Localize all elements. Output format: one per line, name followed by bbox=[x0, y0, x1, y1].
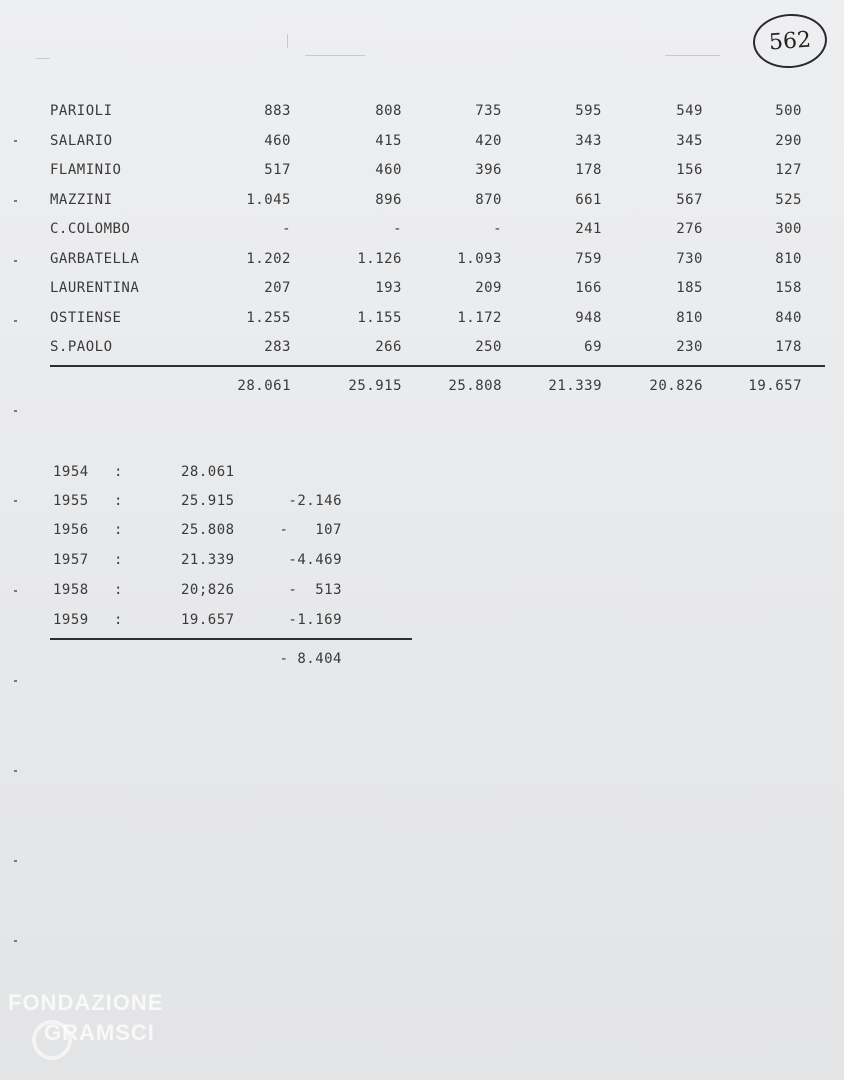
value-cell: 266 bbox=[375, 339, 402, 355]
total-cell: 25.915 bbox=[348, 378, 402, 394]
value-cell: 1.172 bbox=[457, 310, 502, 326]
value-cell: 460 bbox=[264, 133, 291, 149]
year: 1956 bbox=[53, 522, 89, 538]
table-row bbox=[0, 310, 844, 332]
top-faint-mark-right bbox=[665, 55, 720, 56]
value-cell: 283 bbox=[264, 339, 291, 355]
value-cell: 517 bbox=[264, 162, 291, 178]
value-cell: 810 bbox=[676, 310, 703, 326]
value-cell: 241 bbox=[575, 221, 602, 237]
value-cell: 127 bbox=[775, 162, 802, 178]
summary-total-row bbox=[0, 651, 844, 673]
value-cell: 396 bbox=[475, 162, 502, 178]
value-cell: 567 bbox=[676, 192, 703, 208]
year-value: 20;826 bbox=[181, 582, 235, 598]
district-name: LAURENTINA bbox=[50, 280, 140, 296]
summary-row bbox=[0, 464, 844, 486]
value-cell: 525 bbox=[775, 192, 802, 208]
value-cell: 156 bbox=[676, 162, 703, 178]
margin-dot bbox=[14, 860, 17, 862]
margin-dot bbox=[14, 940, 17, 942]
year-diff: - 513 bbox=[288, 582, 342, 598]
value-cell: 1.126 bbox=[357, 251, 402, 267]
summary-total-rule bbox=[50, 638, 412, 640]
year-diff: -1.169 bbox=[288, 612, 342, 628]
district-name: PARIOLI bbox=[50, 103, 113, 119]
table-row bbox=[0, 192, 844, 214]
page-number-stamp bbox=[751, 11, 829, 70]
value-cell: 178 bbox=[575, 162, 602, 178]
value-cell: - bbox=[282, 221, 291, 237]
value-cell: 250 bbox=[475, 339, 502, 355]
svg-text:FONDAZIONE: FONDAZIONE bbox=[8, 990, 164, 1015]
value-cell: 345 bbox=[676, 133, 703, 149]
value-cell: 158 bbox=[775, 280, 802, 296]
year-value: 19.657 bbox=[181, 612, 235, 628]
district-name: S.PAOLO bbox=[50, 339, 113, 355]
separator: : bbox=[114, 493, 123, 509]
year-diff: -2.146 bbox=[288, 493, 342, 509]
separator: : bbox=[114, 464, 123, 480]
value-cell: 415 bbox=[375, 133, 402, 149]
total-cell: 21.339 bbox=[548, 378, 602, 394]
table-total-rule bbox=[50, 365, 825, 367]
value-cell: 193 bbox=[375, 280, 402, 296]
value-cell: - bbox=[493, 221, 502, 237]
year: 1957 bbox=[53, 552, 89, 568]
value-cell: 230 bbox=[676, 339, 703, 355]
table-row bbox=[0, 103, 844, 125]
margin-dot bbox=[14, 410, 17, 412]
table-row bbox=[0, 280, 844, 302]
total-cell: 28.061 bbox=[237, 378, 291, 394]
value-cell: 500 bbox=[775, 103, 802, 119]
district-name: OSTIENSE bbox=[50, 310, 122, 326]
value-cell: 661 bbox=[575, 192, 602, 208]
value-cell: 185 bbox=[676, 280, 703, 296]
summary-row bbox=[0, 493, 844, 515]
top-faint-mark-left bbox=[305, 55, 365, 56]
summary-row bbox=[0, 552, 844, 574]
total-cell: 20.826 bbox=[649, 378, 703, 394]
table-row bbox=[0, 162, 844, 184]
value-cell: 759 bbox=[575, 251, 602, 267]
summary-row bbox=[0, 612, 844, 634]
year-value: 25.808 bbox=[181, 522, 235, 538]
fondazione-gramsci-watermark bbox=[6, 990, 216, 1072]
year-diff: - 107 bbox=[279, 522, 342, 538]
separator: : bbox=[114, 552, 123, 568]
total-cell: 19.657 bbox=[748, 378, 802, 394]
year: 1958 bbox=[53, 582, 89, 598]
district-name: GARBATELLA bbox=[50, 251, 140, 267]
year: 1954 bbox=[53, 464, 89, 480]
value-cell: 1.155 bbox=[357, 310, 402, 326]
page-number: 562 bbox=[768, 27, 812, 55]
year-value: 25.915 bbox=[181, 493, 235, 509]
value-cell: 896 bbox=[375, 192, 402, 208]
separator: : bbox=[114, 612, 123, 628]
year-diff: -4.469 bbox=[288, 552, 342, 568]
year-value: 21.339 bbox=[181, 552, 235, 568]
top-left-mark bbox=[36, 58, 50, 59]
value-cell: 1.202 bbox=[246, 251, 291, 267]
value-cell: 595 bbox=[575, 103, 602, 119]
value-cell: 1.255 bbox=[246, 310, 291, 326]
total-diff: - 8.404 bbox=[279, 651, 342, 667]
district-name: FLAMINIO bbox=[50, 162, 122, 178]
value-cell: 276 bbox=[676, 221, 703, 237]
district-name: MAZZINI bbox=[50, 192, 113, 208]
value-cell: 166 bbox=[575, 280, 602, 296]
value-cell: 870 bbox=[475, 192, 502, 208]
top-faint-tick bbox=[287, 34, 288, 48]
value-cell: 1.093 bbox=[457, 251, 502, 267]
year: 1955 bbox=[53, 493, 89, 509]
table-row bbox=[0, 221, 844, 243]
value-cell: 209 bbox=[475, 280, 502, 296]
separator: : bbox=[114, 582, 123, 598]
value-cell: 549 bbox=[676, 103, 703, 119]
district-name: C.COLOMBO bbox=[50, 221, 131, 237]
year: 1959 bbox=[53, 612, 89, 628]
table-row bbox=[0, 133, 844, 155]
value-cell: 290 bbox=[775, 133, 802, 149]
value-cell: 420 bbox=[475, 133, 502, 149]
district-name: SALARIO bbox=[50, 133, 113, 149]
value-cell: 178 bbox=[775, 339, 802, 355]
table-row bbox=[0, 251, 844, 273]
value-cell: 810 bbox=[775, 251, 802, 267]
value-cell: 730 bbox=[676, 251, 703, 267]
value-cell: 343 bbox=[575, 133, 602, 149]
value-cell: 207 bbox=[264, 280, 291, 296]
total-cell: 25.808 bbox=[448, 378, 502, 394]
margin-dot bbox=[14, 770, 17, 772]
value-cell: - bbox=[393, 221, 402, 237]
totals-row bbox=[0, 378, 844, 400]
value-cell: 808 bbox=[375, 103, 402, 119]
table-row bbox=[0, 339, 844, 361]
year-value: 28.061 bbox=[181, 464, 235, 480]
separator: : bbox=[114, 522, 123, 538]
value-cell: 1.045 bbox=[246, 192, 291, 208]
value-cell: 840 bbox=[775, 310, 802, 326]
value-cell: 948 bbox=[575, 310, 602, 326]
margin-dot bbox=[14, 680, 17, 682]
value-cell: 460 bbox=[375, 162, 402, 178]
value-cell: 735 bbox=[475, 103, 502, 119]
svg-text:GRAMSCI: GRAMSCI bbox=[44, 1020, 155, 1045]
value-cell: 883 bbox=[264, 103, 291, 119]
summary-row bbox=[0, 522, 844, 544]
value-cell: 300 bbox=[775, 221, 802, 237]
value-cell: 69 bbox=[584, 339, 602, 355]
summary-row bbox=[0, 582, 844, 604]
